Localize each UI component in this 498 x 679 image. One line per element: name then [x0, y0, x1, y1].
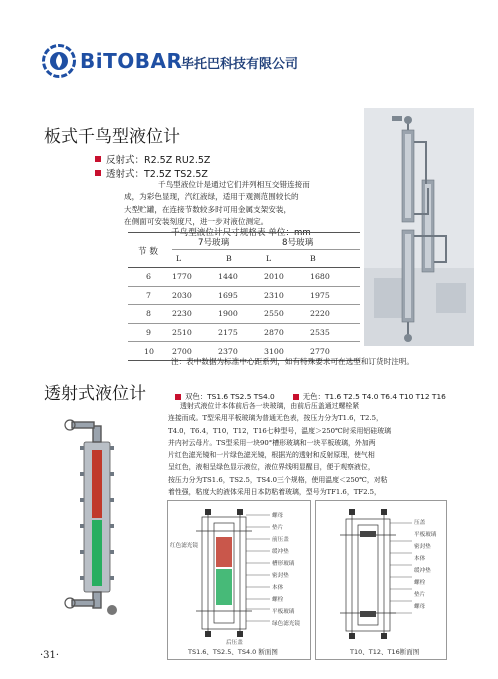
type-line-text: 双色：TS1.6 TS2.5 TS4.0	[185, 392, 275, 401]
section1-description	[124, 179, 356, 228]
part-label: 压盖	[414, 520, 426, 526]
section1-title: 板式千鸟型液位计	[44, 127, 180, 147]
part-label: 平板玻璃	[272, 609, 295, 615]
part-label: 螺母	[414, 604, 426, 610]
part-label: 垫片	[272, 525, 284, 531]
part-label: 垫片	[414, 592, 426, 598]
sub-header-b: B	[226, 254, 232, 263]
bullet-square-icon	[293, 394, 299, 400]
spec-table	[128, 232, 360, 361]
description-line: 千鸟型液位计是通过它们并列相互交错连接而	[158, 180, 310, 189]
transmissive-gauge-photo	[62, 412, 132, 617]
part-label: 螺栓	[414, 580, 426, 586]
sub-header-l: L	[266, 254, 272, 263]
description-line: 片红色滤光镜和一片绿色滤光镜，根据光的透射和反射原理，使气相	[168, 451, 375, 460]
diagram-left-labels	[272, 510, 300, 630]
description-line: 并内衬云母片。TS型采用一块90°槽形玻璃和一块平板玻璃，外加两	[168, 438, 376, 447]
diagram-ts-section	[167, 500, 311, 660]
part-label: 螺栓	[272, 597, 284, 603]
bullet-square-icon	[95, 170, 101, 176]
part-label: 前压盖	[272, 537, 289, 543]
description-line: 成，为彩色显现，汽红液绿，适用于观测范围较长的	[124, 192, 299, 202]
section2-title: 透射式液位计	[44, 384, 146, 404]
description-line: 按压力分为TS1.6，TS2.5，TS4.0三个规格，使用温度＜250℃，对粘	[168, 475, 388, 484]
description-line: 呈红色，液相呈绿色显示液位，液位界线明显醒目，便于观察液位，	[168, 463, 375, 472]
diagram-left-caption: TS1.6、TS2.5、TS4.0 断面图	[188, 648, 278, 656]
part-label: 缓冲垫	[414, 568, 431, 574]
bullet-square-icon	[175, 394, 181, 400]
green-phase-window	[92, 520, 102, 586]
sub-header-l: L	[176, 254, 182, 263]
section1-type-transmissive	[95, 166, 208, 180]
spec-table-body	[128, 268, 360, 361]
staggered-gauge-illustration	[364, 108, 474, 346]
description-line: 着性强，粘度大的液体采用日本防粘着玻璃，型号为TF1.6，TF2.5，	[168, 488, 381, 497]
red-phase-window	[92, 450, 102, 518]
table-row: 8 2230 1900 2550 2220	[128, 305, 360, 324]
part-label: 螺母	[272, 513, 284, 519]
type-line-text: 无色：T1.6 T2.5 T4.0 T6.4 T10 T12 T16	[302, 392, 446, 401]
sub-header-b: B	[310, 254, 316, 263]
part-label: 本体	[414, 556, 426, 562]
description-line: 在侧面可安装刻度尺，进一步对液位测定。	[124, 216, 269, 226]
spec-table-caption: 千鸟型液位计尺寸规格表 单位：mm	[171, 228, 311, 238]
section1-type-reflective	[95, 152, 210, 166]
part-label: 密封垫	[414, 544, 431, 550]
part-label: 缓冲垫	[272, 549, 289, 555]
col-group-glass-8: 8号玻璃	[282, 238, 314, 248]
part-label-back-cover: 后压盖	[226, 640, 243, 646]
description-line: T4.0，T6.4，T10，T12，T16七种型号，温度＞250℃时采用铝硅玻璃	[168, 426, 391, 435]
brand-logo-text: BiTOBAR	[80, 49, 183, 73]
part-label: 密封垫	[272, 573, 289, 579]
photo-staggered-gauge	[364, 108, 474, 346]
diagram-right-labels	[414, 517, 436, 613]
bullet-square-icon	[95, 156, 101, 162]
diagram-t-section	[315, 500, 447, 660]
part-label: 绿色滤光镜	[272, 621, 300, 627]
col-header-sections: 节 数	[138, 247, 158, 257]
type-line-text: 反射式：R2.5Z RU2.5Z	[106, 155, 211, 166]
table-row: 6 1770 1440 2010 1680	[128, 268, 360, 286]
part-label-red-filter: 红色滤光镜	[170, 543, 198, 549]
description-line: 连接而成。T型采用平板玻璃为普通无色表，按压力分为T1.6，T2.5，	[168, 414, 383, 423]
table-note: 注：表中数据为标准中心距系列，如有特殊要求可在选型和订货时注明。	[171, 357, 414, 366]
type-line-text: 透射式：T2.5Z TS2.5Z	[106, 169, 208, 180]
description-line: 大型贮罐，在连接节数较多时可用金属支架安装，	[124, 204, 292, 214]
description-line: 透射式液位计本体前后各一块玻璃，由前后压盖通过螺栓紧	[180, 402, 360, 410]
part-label: 平板玻璃	[414, 532, 437, 538]
diagram-right-caption: T10、T12、T16断面图	[350, 648, 420, 656]
table-row: 7 2030 1695 2310 1975	[128, 286, 360, 305]
col-group-glass-7: 7号玻璃	[198, 238, 230, 248]
bitobar-logo-icon	[42, 44, 76, 78]
table-row: 9 2510 2175 2870 2535	[128, 323, 360, 342]
company-name: 毕托巴科技有限公司	[181, 57, 299, 72]
page-number: ·31·	[40, 650, 60, 661]
part-label: 本体	[272, 585, 284, 591]
part-label: 槽形玻璃	[272, 561, 295, 567]
table-row: 10 2700 2370 3100 2770	[128, 342, 360, 361]
section2-description	[168, 400, 450, 511]
